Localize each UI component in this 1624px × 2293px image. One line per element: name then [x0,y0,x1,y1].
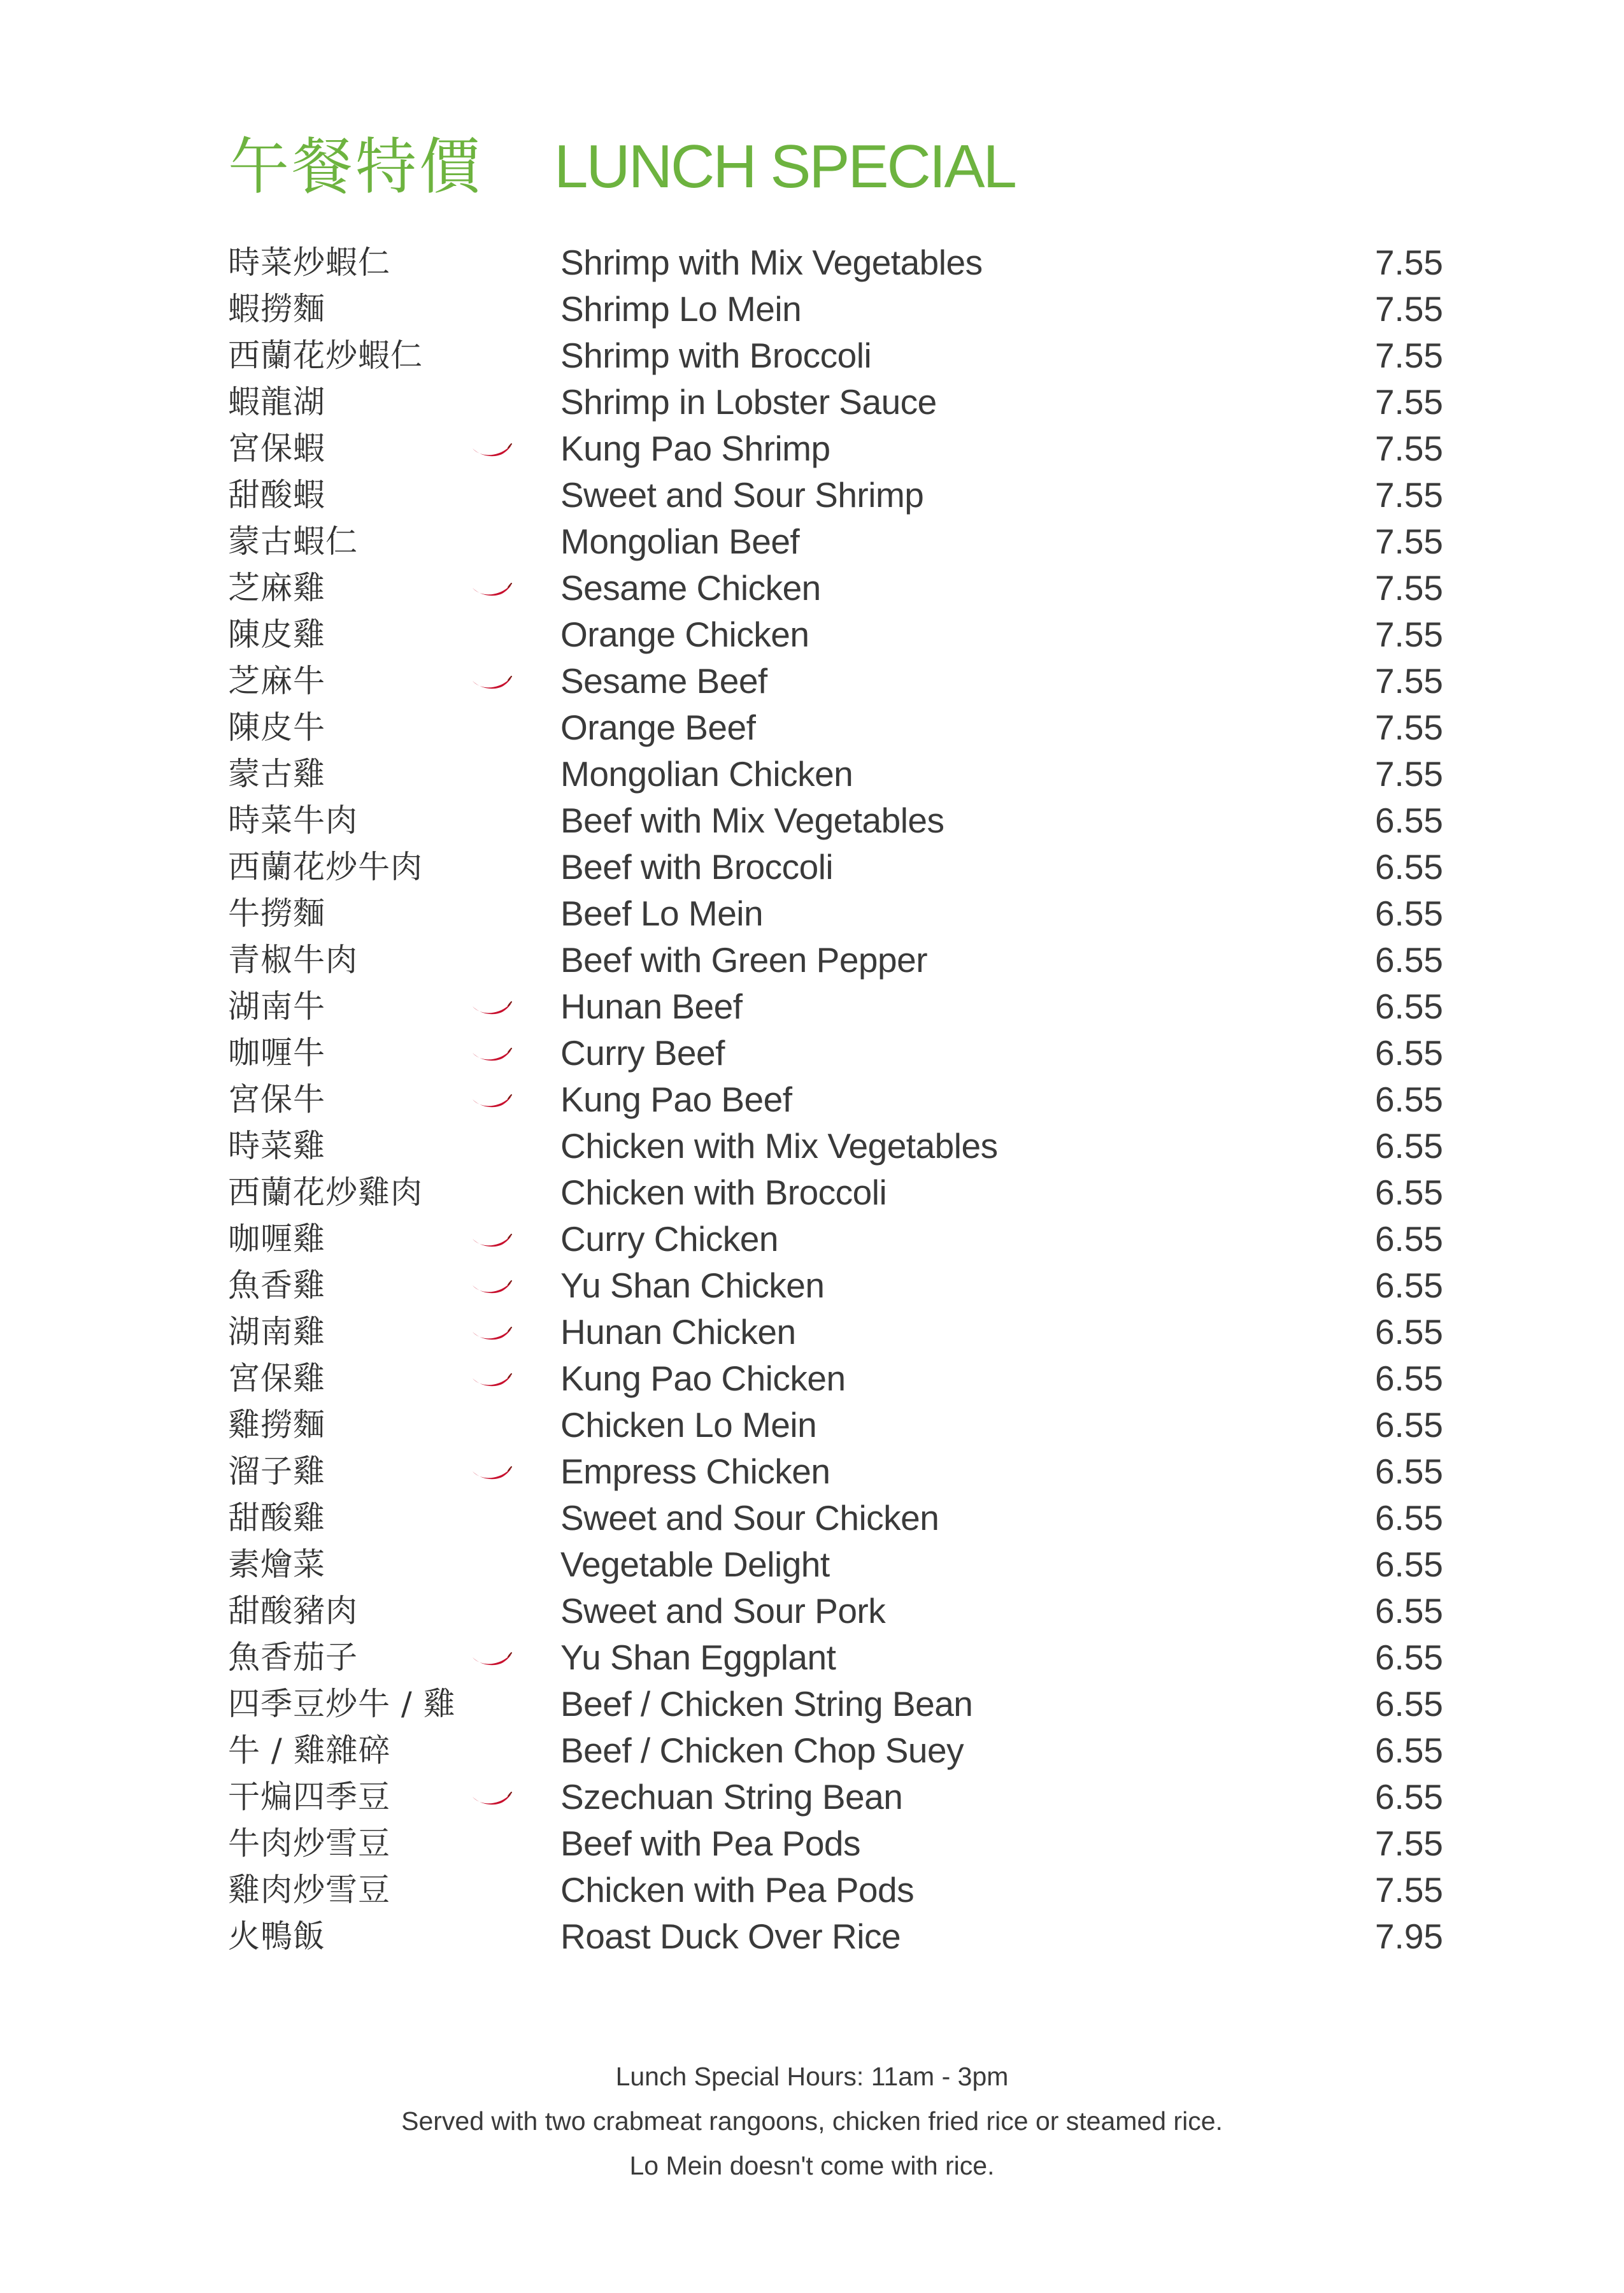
menu-item-english-name: Sweet and Sour Chicken [560,1498,939,1538]
chili-pepper-icon [471,1792,512,1806]
menu-item-english-name: Yu Shan Eggplant [560,1638,836,1677]
menu-item-price: 7.55 [1374,754,1443,794]
menu-item-price: 7.55 [1374,708,1443,747]
menu-item-price: 6.55 [1374,1452,1443,1491]
menu-item-price: 7.55 [1374,336,1443,375]
menu-item [0,844,1624,890]
menu-item-price: 7.55 [1374,1870,1443,1910]
menu-item-price: 6.55 [1374,847,1443,887]
menu-item [0,797,1624,844]
menu-item [0,1216,1624,1262]
menu-item [0,1681,1624,1727]
menu-item-price: 6.55 [1374,1405,1443,1445]
menu-item [0,1355,1624,1402]
menu-item-english-name: Yu Shan Chicken [560,1266,825,1305]
menu-item-english-name: Vegetable Delight [560,1545,830,1584]
menu-item-english-name: Beef Lo Mein [560,894,764,933]
menu-item-price: 7.55 [1374,661,1443,701]
menu-item-chinese-name: 牛 / 雞雜碎 [228,1732,391,1769]
menu-item-english-name: Chicken with Broccoli [560,1173,887,1212]
menu-item-price: 7.55 [1374,475,1443,515]
menu-item [0,1030,1624,1076]
menu-item-english-name: Roast Duck Over Rice [560,1917,901,1956]
menu-item [0,983,1624,1030]
menu-item [0,1588,1624,1634]
menu-item-chinese-name: 甜酸豬肉 [228,1592,358,1629]
menu-item [0,937,1624,983]
menu-item-chinese-name: 宮保雞 [228,1360,325,1397]
menu-item-english-name: Empress Chicken [560,1452,830,1491]
menu-item-english-name: Chicken with Mix Vegetables [560,1126,998,1166]
menu-item [0,1123,1624,1169]
menu-item-chinese-name: 芝麻牛 [228,662,325,699]
menu-item [0,890,1624,937]
menu-item-price: 6.55 [1374,1126,1443,1166]
menu-item-english-name: Orange Chicken [560,615,809,654]
menu-item-english-name: Mongolian Chicken [560,754,853,794]
menu-item-price: 6.55 [1374,1359,1443,1398]
menu-item [0,751,1624,797]
menu-item [0,1262,1624,1309]
menu-item-english-name: Sesame Beef [560,661,767,701]
menu-item-chinese-name: 四季豆炒牛 / 雞 [228,1685,456,1722]
menu-item [0,239,1624,286]
chili-pepper-icon [471,1280,512,1294]
menu-item-price: 7.55 [1374,1824,1443,1863]
chili-pepper-icon [471,1048,512,1062]
menu-item [0,1727,1624,1774]
chili-pepper-icon [471,1327,512,1341]
menu-item-english-name: Beef with Pea Pods [560,1824,861,1863]
menu-item [0,1309,1624,1355]
menu-item-price: 6.55 [1374,1498,1443,1538]
menu-item-chinese-name: 魚香雞 [228,1267,325,1304]
menu-item-chinese-name: 干煸四季豆 [228,1778,390,1815]
menu-item [0,1495,1624,1541]
lo-mein-note: Lo Mein doesn't come with rice. [629,2151,995,2180]
menu-item-price: 6.55 [1374,1266,1443,1305]
menu-item [0,472,1624,518]
menu-item [0,1634,1624,1681]
menu-item-chinese-name: 宮保蝦 [228,430,325,467]
menu-item [0,1913,1624,1960]
menu-item-english-name: Sesame Chicken [560,568,821,608]
menu-item [0,425,1624,472]
menu-item-price: 6.55 [1374,894,1443,933]
menu-item-chinese-name: 陳皮牛 [228,709,325,746]
menu-item [0,658,1624,704]
menu-item-chinese-name: 蝦龍湖 [228,383,325,420]
menu-item-english-name: Kung Pao Chicken [560,1359,846,1398]
menu-item-price: 7.95 [1374,1917,1443,1956]
menu-item-chinese-name: 牛肉炒雪豆 [228,1825,390,1862]
menu-item-price: 6.55 [1374,1312,1443,1352]
menu-item [0,1169,1624,1216]
menu-item [0,379,1624,425]
menu-item-chinese-name: 雞撈麵 [228,1406,325,1443]
menu-item-price: 6.55 [1374,801,1443,840]
menu-item-chinese-name: 素燴菜 [228,1546,325,1583]
menu-item-price: 7.55 [1374,289,1443,329]
chili-pepper-icon [471,583,512,597]
menu-item-price: 6.55 [1374,1219,1443,1259]
menu-item-chinese-name: 牛撈麵 [228,895,325,932]
menu-item [0,1774,1624,1820]
menu-item-chinese-name: 湖南雞 [228,1313,325,1350]
menu-item-chinese-name: 西蘭花炒雞肉 [228,1174,423,1211]
menu-item-price: 6.55 [1374,1777,1443,1817]
menu-item-english-name: Shrimp with Broccoli [560,336,872,375]
menu-item-price: 7.55 [1374,615,1443,654]
menu-item-english-name: Mongolian Beef [560,522,800,561]
menu-item [0,332,1624,379]
chili-pepper-icon [471,1094,512,1108]
menu-item [0,1402,1624,1448]
menu-item-english-name: Beef with Mix Vegetables [560,801,944,840]
menu-item-chinese-name: 甜酸蝦 [228,476,325,513]
menu-item-price: 7.55 [1374,243,1443,282]
menu-item-price: 6.55 [1374,987,1443,1026]
menu-item-price: 6.55 [1374,1731,1443,1770]
menu-list [0,239,1624,1960]
menu-item-english-name: Shrimp in Lobster Sauce [560,382,937,422]
menu-item-english-name: Shrimp with Mix Vegetables [560,243,983,282]
menu-item-price: 7.55 [1374,522,1443,561]
menu-item-english-name: Sweet and Sour Shrimp [560,475,924,515]
page-title [228,122,1438,211]
menu-item-english-name: Shrimp Lo Mein [560,289,802,329]
menu-item-english-name: Beef / Chicken Chop Suey [560,1731,964,1770]
menu-item-chinese-name: 時菜炒蝦仁 [228,244,390,281]
menu-item-english-name: Beef with Broccoli [560,847,834,887]
menu-item [0,1076,1624,1123]
menu-item-chinese-name: 西蘭花炒牛肉 [228,848,423,885]
menu-item [0,704,1624,751]
menu-item-chinese-name: 西蘭花炒蝦仁 [228,337,423,374]
menu-item-chinese-name: 時菜雞 [228,1127,325,1164]
menu-item-price: 6.55 [1374,1638,1443,1677]
menu-item-english-name: Kung Pao Shrimp [560,429,830,468]
menu-item [0,518,1624,565]
chili-pepper-icon [471,1234,512,1248]
menu-item-chinese-name: 蒙古蝦仁 [228,523,358,560]
menu-item-price: 7.55 [1374,382,1443,422]
menu-item [0,286,1624,332]
footer-notes [0,2054,1624,2188]
menu-item [0,1867,1624,1913]
menu-item-english-name: Hunan Chicken [560,1312,796,1352]
menu-item-english-name: Chicken with Pea Pods [560,1870,915,1910]
menu-item-price: 6.55 [1374,940,1443,980]
menu-item-chinese-name: 青椒牛肉 [228,941,358,978]
menu-item-chinese-name: 蝦撈麵 [228,290,325,327]
menu-item-chinese-name: 雞肉炒雪豆 [228,1871,390,1908]
chili-pepper-icon [471,676,512,690]
title-chinese: 午餐特價 [228,131,483,203]
menu-item-chinese-name: 溜子雞 [228,1453,325,1490]
menu-item-chinese-name: 魚香茄子 [228,1639,358,1676]
menu-item-chinese-name: 咖喱牛 [228,1034,325,1071]
menu-item-english-name: Szechuan String Bean [560,1777,903,1817]
chili-pepper-icon [471,1001,512,1015]
menu-item-chinese-name: 宮保牛 [228,1081,325,1118]
menu-item-chinese-name: 芝麻雞 [228,569,325,606]
menu-item-english-name: Sweet and Sour Pork [560,1591,886,1631]
lunch-hours-note: Lunch Special Hours: 11am - 3pm [615,2062,1009,2091]
menu-item-price: 6.55 [1374,1591,1443,1631]
menu-item [0,1448,1624,1495]
menu-item-chinese-name: 咖喱雞 [228,1220,325,1257]
menu-item-chinese-name: 時菜牛肉 [228,802,358,839]
chili-pepper-icon [471,1373,512,1387]
menu-item-chinese-name: 甜酸雞 [228,1499,325,1536]
menu-item-english-name: Beef / Chicken String Bean [560,1684,973,1724]
menu-item-price: 6.55 [1374,1080,1443,1119]
chili-pepper-icon [471,1652,512,1666]
chili-pepper-icon [471,443,512,457]
menu-item-english-name: Kung Pao Beef [560,1080,792,1119]
menu-item-price: 6.55 [1374,1173,1443,1212]
menu-item [0,1820,1624,1867]
menu-item-chinese-name: 火鴨飯 [228,1918,325,1955]
menu-item [0,1541,1624,1588]
menu-item [0,611,1624,658]
menu-item-english-name: Chicken Lo Mein [560,1405,817,1445]
served-with-note: Served with two crabmeat rangoons, chicken fried rice or steamed rice. [401,2106,1223,2136]
menu-item-english-name: Beef with Green Pepper [560,940,928,980]
menu-item-english-name: Orange Beef [560,708,756,747]
menu-item [0,565,1624,611]
menu-item-price: 6.55 [1374,1033,1443,1073]
menu-item-chinese-name: 蒙古雞 [228,755,325,792]
menu-item-price: 7.55 [1374,568,1443,608]
menu-item-english-name: Curry Chicken [560,1219,778,1259]
menu-item-english-name: Curry Beef [560,1033,725,1073]
menu-item-english-name: Hunan Beef [560,987,743,1026]
menu-item-chinese-name: 湖南牛 [228,988,325,1025]
chili-pepper-icon [471,1466,512,1480]
menu-item-price: 7.55 [1374,429,1443,468]
menu-item-price: 6.55 [1374,1545,1443,1584]
menu-item-chinese-name: 陳皮雞 [228,616,325,653]
menu-item-price: 6.55 [1374,1684,1443,1724]
title-english: LUNCH SPECIAL [554,132,1015,201]
